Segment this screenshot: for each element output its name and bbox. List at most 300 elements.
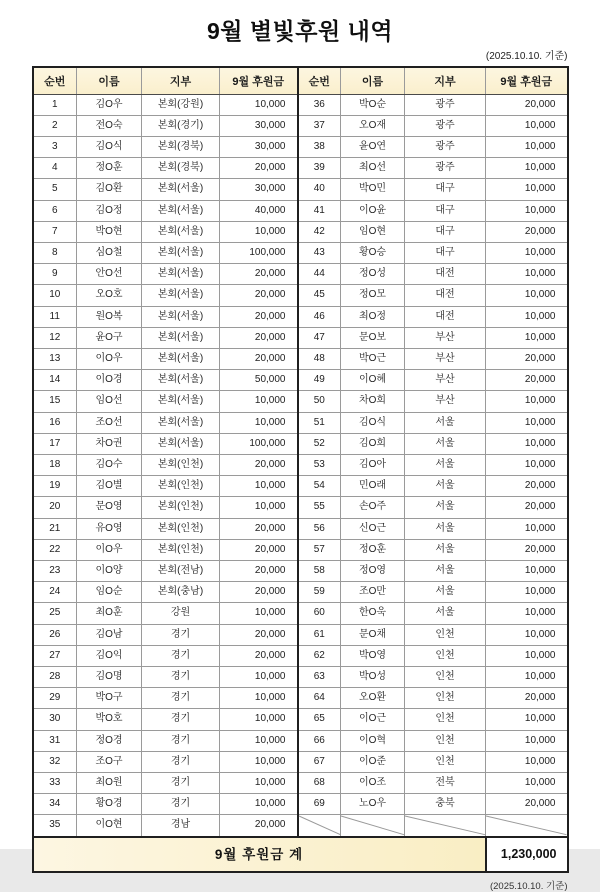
- table-row: [33, 603, 568, 624]
- cell-amount: 10,000: [220, 730, 298, 751]
- table-row: [33, 497, 568, 518]
- cell-name: 황O승: [341, 242, 405, 263]
- cell-branch: 인천: [405, 688, 486, 709]
- slash-line: [299, 816, 341, 835]
- cell-amount: 30,000: [220, 179, 298, 200]
- cell-no: 26: [33, 624, 77, 645]
- report-date-bottom: (2025.10.10. 기준): [489, 880, 568, 892]
- cell-no: 9: [33, 264, 77, 285]
- cell-amount: [486, 815, 568, 837]
- cell-name: 박O민: [341, 179, 405, 200]
- cell-amount: 10,000: [486, 327, 568, 348]
- cell-no: 36: [298, 94, 341, 115]
- cell-name: 최O원: [77, 773, 142, 794]
- cell-no: 33: [33, 773, 77, 794]
- cell-name: 박O호: [77, 709, 142, 730]
- cell-name: 김O식: [77, 136, 142, 157]
- cell-branch: 부산: [405, 348, 486, 369]
- cell-branch: 인천: [405, 730, 486, 751]
- cell-branch: 경기: [142, 645, 220, 666]
- cell-branch: 본회(전남): [142, 560, 220, 581]
- cell-name: 신O근: [341, 518, 405, 539]
- cell-branch: 강원: [142, 603, 220, 624]
- table-row: [33, 348, 568, 369]
- cell-name: 오O환: [341, 688, 405, 709]
- cell-branch: 경기: [142, 709, 220, 730]
- report-date-top: (2025.10.10. 기준): [485, 51, 568, 62]
- cell-no: 17: [33, 433, 77, 454]
- cell-no: 65: [298, 709, 341, 730]
- cell-amount: 20,000: [220, 582, 298, 603]
- cell-amount: 10,000: [486, 264, 568, 285]
- cell-amount: 10,000: [486, 285, 568, 306]
- cell-no: 21: [33, 518, 77, 539]
- cell-branch: 본회(인천): [142, 454, 220, 475]
- cell-name: 이O현: [77, 815, 142, 837]
- cell-amount: 20,000: [486, 794, 568, 815]
- cell-amount: 10,000: [220, 666, 298, 687]
- cell-no: 28: [33, 666, 77, 687]
- cell-amount: 10,000: [220, 688, 298, 709]
- cell-amount: 10,000: [220, 94, 298, 115]
- cell-no: 35: [33, 815, 77, 837]
- cell-name: 김O아: [341, 454, 405, 475]
- table-row: [33, 433, 568, 454]
- table-row: [33, 327, 568, 348]
- cell-name: 이O윤: [341, 200, 405, 221]
- cell-amount: 10,000: [486, 242, 568, 263]
- cell-branch: 서울: [405, 539, 486, 560]
- cell-branch: 본회(인천): [142, 497, 220, 518]
- table-row: [33, 200, 568, 221]
- cell-name: 손O주: [341, 497, 405, 518]
- cell-amount: 20,000: [486, 476, 568, 497]
- cell-name: 이O조: [341, 773, 405, 794]
- cell-no: 31: [33, 730, 77, 751]
- cell-branch: 부산: [405, 391, 486, 412]
- cell-amount: 10,000: [220, 794, 298, 815]
- table-header-row: [33, 67, 568, 94]
- col-header-name-left: 이름: [77, 67, 142, 94]
- col-header-branch-left: 지부: [142, 67, 220, 94]
- cell-branch: 광주: [405, 158, 486, 179]
- cell-name: 김O정: [77, 200, 142, 221]
- cell-name: 한O욱: [341, 603, 405, 624]
- cell-name: 김O식: [341, 412, 405, 433]
- cell-name: 조O선: [77, 412, 142, 433]
- cell-amount: 10,000: [486, 560, 568, 581]
- cell-no: 2: [33, 115, 77, 136]
- cell-name: 정O경: [77, 730, 142, 751]
- table-row: [33, 242, 568, 263]
- cell-no: 10: [33, 285, 77, 306]
- cell-no: 53: [298, 454, 341, 475]
- cell-branch: 본회(서울): [142, 370, 220, 391]
- cell-amount: 20,000: [486, 688, 568, 709]
- cell-no: 4: [33, 158, 77, 179]
- cell-no: 8: [33, 242, 77, 263]
- cell-amount: 10,000: [486, 158, 568, 179]
- cell-no: 66: [298, 730, 341, 751]
- cell-no: 6: [33, 200, 77, 221]
- cell-no: 11: [33, 306, 77, 327]
- cell-amount: 20,000: [486, 348, 568, 369]
- cell-branch: 서울: [405, 454, 486, 475]
- cell-amount: 20,000: [220, 539, 298, 560]
- cell-no: 52: [298, 433, 341, 454]
- cell-no: [298, 815, 341, 837]
- table-row: [33, 115, 568, 136]
- table-row: [33, 285, 568, 306]
- table-row: [33, 582, 568, 603]
- cell-no: 19: [33, 476, 77, 497]
- cell-no: 14: [33, 370, 77, 391]
- cell-amount: 20,000: [220, 306, 298, 327]
- cell-name: 최O정: [341, 306, 405, 327]
- slash-line: [405, 816, 485, 835]
- slash-line: [341, 816, 404, 835]
- cell-branch: 본회(서울): [142, 200, 220, 221]
- cell-name: 김O익: [77, 645, 142, 666]
- cell-amount: 20,000: [486, 497, 568, 518]
- cell-branch: 본회(서울): [142, 285, 220, 306]
- cell-no: 69: [298, 794, 341, 815]
- cell-amount: 10,000: [486, 454, 568, 475]
- cell-no: 13: [33, 348, 77, 369]
- cell-branch: 대구: [405, 179, 486, 200]
- cell-no: 15: [33, 391, 77, 412]
- cell-branch: 본회(서울): [142, 391, 220, 412]
- cell-branch: 대구: [405, 242, 486, 263]
- cell-amount: 20,000: [220, 645, 298, 666]
- cell-branch: 인천: [405, 709, 486, 730]
- cell-branch: 전북: [405, 773, 486, 794]
- col-header-branch-right: 지부: [405, 67, 486, 94]
- cell-name: 김O명: [77, 666, 142, 687]
- cell-amount: 20,000: [486, 539, 568, 560]
- cell-no: 37: [298, 115, 341, 136]
- cell-amount: 100,000: [220, 242, 298, 263]
- cell-no: 62: [298, 645, 341, 666]
- cell-no: 48: [298, 348, 341, 369]
- cell-amount: 100,000: [220, 433, 298, 454]
- cell-branch: 광주: [405, 115, 486, 136]
- cell-amount: 20,000: [220, 158, 298, 179]
- col-header-no-right: 순번: [298, 67, 341, 94]
- cell-name: [341, 815, 405, 837]
- table-row: [33, 666, 568, 687]
- cell-amount: 10,000: [486, 136, 568, 157]
- cell-no: 7: [33, 221, 77, 242]
- cell-amount: 20,000: [486, 221, 568, 242]
- cell-name: 박O현: [77, 221, 142, 242]
- cell-no: 49: [298, 370, 341, 391]
- cell-branch: 본회(서울): [142, 242, 220, 263]
- cell-name: 문O채: [341, 624, 405, 645]
- cell-branch: 부산: [405, 327, 486, 348]
- cell-name: 조O만: [341, 582, 405, 603]
- cell-no: 46: [298, 306, 341, 327]
- table-row: [33, 794, 568, 815]
- cell-no: 41: [298, 200, 341, 221]
- cell-no: 18: [33, 454, 77, 475]
- table-row: [33, 221, 568, 242]
- cell-no: 32: [33, 751, 77, 772]
- cell-name: 오O재: [341, 115, 405, 136]
- cell-amount: 20,000: [486, 94, 568, 115]
- cell-name: 이O근: [341, 709, 405, 730]
- cell-amount: 10,000: [220, 751, 298, 772]
- cell-amount: 10,000: [220, 773, 298, 794]
- cell-no: 38: [298, 136, 341, 157]
- table-row: [33, 730, 568, 751]
- cell-amount: 10,000: [486, 582, 568, 603]
- cell-name: 박O근: [341, 348, 405, 369]
- cell-branch: 광주: [405, 94, 486, 115]
- cell-no: 50: [298, 391, 341, 412]
- cell-no: 1: [33, 94, 77, 115]
- cell-amount: 10,000: [486, 433, 568, 454]
- cell-amount: 10,000: [220, 497, 298, 518]
- cell-no: 40: [298, 179, 341, 200]
- table-row: [33, 412, 568, 433]
- cell-branch: 본회(서울): [142, 221, 220, 242]
- cell-amount: 10,000: [486, 751, 568, 772]
- table-row: [33, 688, 568, 709]
- cell-name: 윤O구: [77, 327, 142, 348]
- cell-name: 이O준: [341, 751, 405, 772]
- table-row: [33, 709, 568, 730]
- cell-name: 박O성: [341, 666, 405, 687]
- cell-branch: 본회(서울): [142, 327, 220, 348]
- cell-no: 5: [33, 179, 77, 200]
- cell-no: 60: [298, 603, 341, 624]
- cell-amount: 10,000: [486, 518, 568, 539]
- cell-name: 정O훈: [341, 539, 405, 560]
- cell-amount: 40,000: [220, 200, 298, 221]
- total-amount-cell: 1,230,000: [486, 837, 568, 872]
- cell-no: 57: [298, 539, 341, 560]
- cell-branch: 본회(강원): [142, 94, 220, 115]
- cell-name: 이O혁: [341, 730, 405, 751]
- cell-amount: 20,000: [220, 327, 298, 348]
- cell-amount: 10,000: [486, 391, 568, 412]
- table-body: [33, 94, 568, 837]
- table-row: [33, 560, 568, 581]
- cell-name: 이O우: [77, 348, 142, 369]
- cell-name: 이O우: [77, 539, 142, 560]
- cell-amount: 10,000: [486, 200, 568, 221]
- cell-branch: 경기: [142, 624, 220, 645]
- cell-name: 차O희: [341, 391, 405, 412]
- cell-name: 황O경: [77, 794, 142, 815]
- cell-name: 임O순: [77, 582, 142, 603]
- cell-amount: 20,000: [220, 518, 298, 539]
- cell-branch: 광주: [405, 136, 486, 157]
- cell-branch: 본회(인천): [142, 539, 220, 560]
- cell-amount: 20,000: [220, 264, 298, 285]
- cell-branch: 서울: [405, 433, 486, 454]
- col-header-amount-right: 9월 후원금: [486, 67, 568, 94]
- cell-no: 25: [33, 603, 77, 624]
- cell-amount: 50,000: [220, 370, 298, 391]
- cell-name: 원O복: [77, 306, 142, 327]
- table-row: [33, 751, 568, 772]
- cell-name: 심O철: [77, 242, 142, 263]
- cell-name: 정O모: [341, 285, 405, 306]
- cell-name: 문O보: [341, 327, 405, 348]
- cell-amount: 10,000: [486, 730, 568, 751]
- cell-amount: 20,000: [220, 285, 298, 306]
- table-row: [33, 94, 568, 115]
- cell-no: 42: [298, 221, 341, 242]
- cell-no: 3: [33, 136, 77, 157]
- cell-amount: 10,000: [220, 221, 298, 242]
- cell-name: 김O남: [77, 624, 142, 645]
- cell-name: 정O영: [341, 560, 405, 581]
- cell-branch: 경기: [142, 751, 220, 772]
- cell-no: 23: [33, 560, 77, 581]
- cell-no: 12: [33, 327, 77, 348]
- table-row: [33, 476, 568, 497]
- cell-amount: 10,000: [220, 391, 298, 412]
- cell-amount: 20,000: [220, 454, 298, 475]
- cell-amount: 10,000: [220, 412, 298, 433]
- cell-branch: 서울: [405, 603, 486, 624]
- cell-no: 27: [33, 645, 77, 666]
- cell-branch: 인천: [405, 645, 486, 666]
- cell-branch: 대구: [405, 221, 486, 242]
- table-row: [33, 539, 568, 560]
- cell-branch: 본회(서울): [142, 264, 220, 285]
- table-row: [33, 306, 568, 327]
- cell-no: 59: [298, 582, 341, 603]
- cell-no: 67: [298, 751, 341, 772]
- cell-name: 정O성: [341, 264, 405, 285]
- cell-name: 노O우: [341, 794, 405, 815]
- table-row: [33, 158, 568, 179]
- cell-name: 이O양: [77, 560, 142, 581]
- cell-amount: 10,000: [486, 306, 568, 327]
- cell-branch: 경기: [142, 730, 220, 751]
- cell-no: 64: [298, 688, 341, 709]
- cell-branch: [405, 815, 486, 837]
- cell-name: 정O훈: [77, 158, 142, 179]
- cell-amount: 10,000: [486, 603, 568, 624]
- cell-no: 16: [33, 412, 77, 433]
- col-header-amount-left: 9월 후원금: [220, 67, 298, 94]
- cell-amount: 30,000: [220, 136, 298, 157]
- cell-branch: 충북: [405, 794, 486, 815]
- cell-branch: 본회(경북): [142, 136, 220, 157]
- cell-branch: 본회(경기): [142, 115, 220, 136]
- cell-name: 박O구: [77, 688, 142, 709]
- cell-branch: 인천: [405, 751, 486, 772]
- cell-branch: 경기: [142, 666, 220, 687]
- donation-table: [32, 66, 569, 873]
- cell-amount: 20,000: [220, 560, 298, 581]
- cell-name: 김O희: [341, 433, 405, 454]
- cell-no: 39: [298, 158, 341, 179]
- cell-name: 최O훈: [77, 603, 142, 624]
- cell-no: 34: [33, 794, 77, 815]
- cell-name: 차O권: [77, 433, 142, 454]
- cell-branch: 대전: [405, 306, 486, 327]
- cell-no: 68: [298, 773, 341, 794]
- cell-name: 안O선: [77, 264, 142, 285]
- cell-amount: 10,000: [486, 645, 568, 666]
- cell-amount: 10,000: [220, 476, 298, 497]
- cell-name: 최O선: [341, 158, 405, 179]
- cell-name: 전O숙: [77, 115, 142, 136]
- cell-name: 박O순: [341, 94, 405, 115]
- cell-name: 김O우: [77, 94, 142, 115]
- cell-branch: 본회(서울): [142, 306, 220, 327]
- cell-no: 61: [298, 624, 341, 645]
- cell-name: 김O환: [77, 179, 142, 200]
- cell-name: 김O별: [77, 476, 142, 497]
- cell-name: 조O구: [77, 751, 142, 772]
- slash-line: [486, 816, 567, 835]
- cell-branch: 본회(인천): [142, 518, 220, 539]
- cell-amount: 10,000: [486, 624, 568, 645]
- table-row: [33, 391, 568, 412]
- cell-branch: 본회(인천): [142, 476, 220, 497]
- col-header-no-left: 순번: [33, 67, 77, 94]
- cell-branch: 경남: [142, 815, 220, 837]
- cell-amount: 10,000: [486, 773, 568, 794]
- cell-name: 유O영: [77, 518, 142, 539]
- table-row: [33, 179, 568, 200]
- cell-name: 임O현: [341, 221, 405, 242]
- cell-branch: 본회(서울): [142, 433, 220, 454]
- cell-branch: 본회(경북): [142, 158, 220, 179]
- cell-no: 58: [298, 560, 341, 581]
- table-row: [33, 645, 568, 666]
- cell-name: 이O혜: [341, 370, 405, 391]
- table-row: [33, 624, 568, 645]
- total-label-cell: 9월 후원금 계: [33, 837, 486, 872]
- cell-amount: 20,000: [220, 348, 298, 369]
- table-row: [33, 518, 568, 539]
- cell-branch: 본회(서울): [142, 179, 220, 200]
- cell-branch: 서울: [405, 476, 486, 497]
- cell-branch: 본회(충남): [142, 582, 220, 603]
- cell-branch: 인천: [405, 624, 486, 645]
- cell-amount: 10,000: [486, 666, 568, 687]
- cell-amount: 20,000: [220, 815, 298, 837]
- table-row: [33, 815, 568, 837]
- cell-no: 47: [298, 327, 341, 348]
- cell-branch: 대전: [405, 285, 486, 306]
- cell-no: 63: [298, 666, 341, 687]
- cell-name: 윤O연: [341, 136, 405, 157]
- cell-amount: 20,000: [220, 624, 298, 645]
- table-row: [33, 773, 568, 794]
- cell-branch: 서울: [405, 412, 486, 433]
- cell-branch: 대전: [405, 264, 486, 285]
- cell-no: 43: [298, 242, 341, 263]
- cell-no: 51: [298, 412, 341, 433]
- cell-no: 56: [298, 518, 341, 539]
- cell-amount: 10,000: [486, 115, 568, 136]
- cell-name: 김O수: [77, 454, 142, 475]
- cell-branch: 서울: [405, 497, 486, 518]
- cell-no: 55: [298, 497, 341, 518]
- cell-no: 45: [298, 285, 341, 306]
- cell-no: 30: [33, 709, 77, 730]
- cell-amount: 20,000: [486, 370, 568, 391]
